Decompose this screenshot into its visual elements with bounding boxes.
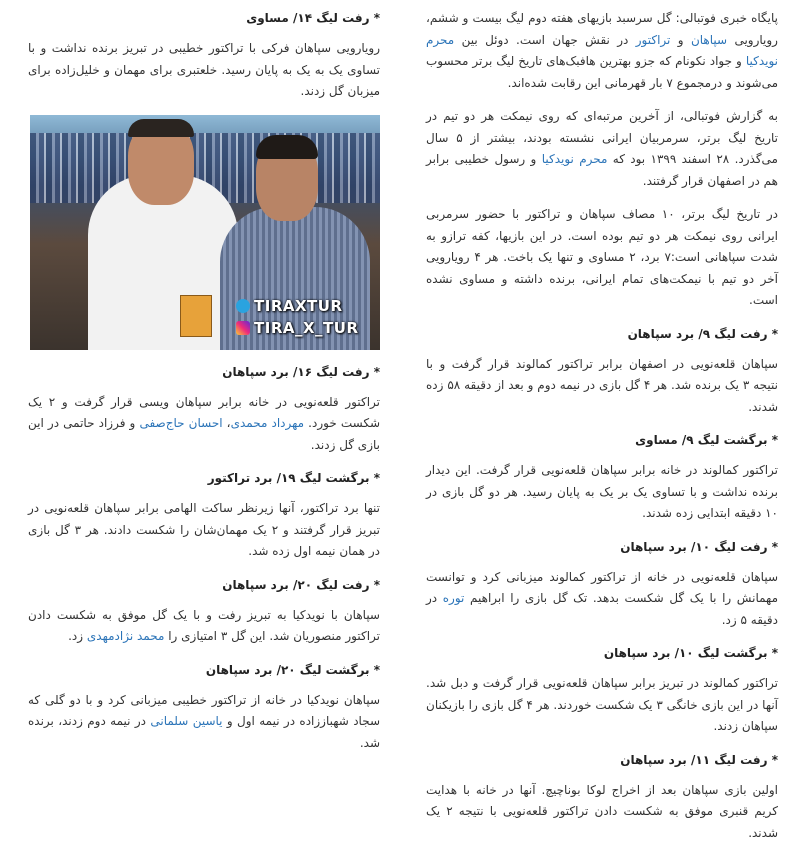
article-paragraph [426,106,778,192]
article-left-column [28,8,380,766]
paragraph-text: تراکتور قلعه‌نویی در خانه برابر سپاهان ویسی قرار گرفت و ۲ یک شکست خورد. [28,394,381,430]
paragraph-text: در نیمه دوم زدند، برنده شد. [28,714,380,750]
inline-tag-link[interactable]: محرم نویدکیا [426,32,778,68]
article-paragraph [28,392,380,457]
article-paragraph [426,204,778,312]
paragraph-text: ، [222,416,231,430]
paragraph-text: و رسول خطیبی برابر هم در اصفهان قرار گرفتند. [426,152,778,188]
article-paragraph [426,8,778,94]
paragraph-text: به گزارش فوتبالی، از آخرین مرتبه‌ای که روی نیمکت هر دو تیم در تاریخ لیگ برتر، سرمربیان ایرانی نشسته بودند، بیشتر از ۵ سال می‌گذرد. ۲۸ اسفند ۱۳۹۹ بود که [426,109,778,166]
paragraph-text: پایگاه خبری فوتبالی: گل سرسبد بازیهای هفته دوم لیگ بیست و ششم، رویارویی [426,11,778,47]
inline-tag-link[interactable]: تراکتور [635,32,671,47]
article-paragraph [28,690,380,755]
section-heading: * رفت لیگ ۱۰/ برد سپاهان [620,539,778,554]
paragraph-text: و فرزاد حاتمی در این بازی گل زدند. [28,416,380,452]
article-right-column [426,8,778,856]
section-heading: * رفت لیگ ۲۰/ برد سپاهان [222,577,380,592]
article-paragraph [426,567,778,632]
paragraph-text: تنها برد تراکتور، آنها زیرنظر ساکت الهامی برابر سپاهان قلعه‌نویی در تبریز قرار گرفتند و ۲ یک مهمان‌شان را شکست دادند. هر ۳ گل بازی در همان نیمه اول زده شد. [28,501,380,558]
section-heading: * برگشت لیگ ۹/ مساوی [635,433,778,447]
section-heading: * برگشت لیگ ۲۰/ برد سپاهان [205,662,380,677]
coach-right-hair [256,135,318,159]
left-column-top [28,8,380,103]
paragraph-text: سپاهان قلعه‌نویی در خانه از تراکتور کمالوند میزبانی کرد و توانست مهمانش را با یک گل شکست بدهد. تک گل بازی را ابراهیم [426,569,779,605]
article-paragraph [426,354,778,419]
paragraph-text: در دقیقه ۵ زد. [426,591,778,627]
paragraph-text: در نقش جهان است. دوئل بین [454,32,636,47]
left-column-bottom [28,362,380,755]
accreditation-badge [180,295,212,337]
inline-tag-link[interactable]: مهرداد محمدی [230,416,305,430]
section-heading: * رفت لیگ ۱۶/ برد سپاهان [222,364,380,379]
article-paragraph [426,460,778,525]
paragraph-text: اولین بازی سپاهان بعد از اخراج لوکا بوناچیچ. آنها در خانه با هدایت کریم قنبری موفق به شکست دادن تراکتور قلعه‌نویی با نتیجه ۲ یک شدند. [426,782,778,840]
article-paragraph [426,673,778,738]
paragraph-text: سپاهان قلعه‌نویی در اصفهان برابر تراکتور کمالوند قرار گرفت و با نتیجه ۳ یک برنده شد. هر ۴ گل بازی در نیمه دوم و بعد از دقیقه ۵۸ زده شدند. [426,356,778,414]
section-heading: * برگشت لیگ ۱۹/ برد تراکتور [207,471,380,485]
article-paragraph [426,780,778,845]
section-heading: * رفت لیگ ۱۱/ برد سپاهان [620,752,778,767]
paragraph-text: سپاهان با نویدکیا به تبریز رفت و با یک گل موفق به شکست دادن تراکتور منصوریان شد. این گل ۳ امتیازی را [28,607,380,643]
paragraph-text: زد. [68,629,87,643]
paragraph-text: و [670,32,691,47]
telegram-icon [236,299,250,313]
watermark-text-2: TIRA_X_TUR [254,318,359,337]
inline-tag-link[interactable]: محمد نژادمهدی [86,629,165,643]
paragraph-text: رویارویی سپاهان فرکی با تراکتور خطیبی در تبریز برنده نداشت و با تساوی یک به یک به پایان رسید. خلعتبری برای مهمان و خلیل‌زاده برای میزبان گل زدند. [28,41,380,98]
article-paragraph [28,498,380,563]
coach-left-hair [128,119,194,137]
instagram-icon [236,321,250,335]
watermark-text-1: TIRAXTUR [254,296,343,315]
paragraph-text: سپاهان نویدکیا در خانه از تراکتور خطیبی میزبانی کرد و با دو گلی که سجاد شهباززاده در نیمه اول و [28,692,380,728]
inline-tag-link[interactable]: توره [442,591,465,605]
inline-tag-link[interactable]: احسان حاج‌صفی [139,416,223,430]
instagram-watermark [236,319,359,337]
paragraph-text: تراکتور کمالوند در تبریز برابر سپاهان قلعه‌نویی قرار گرفت و دبل شد. آنها در این بازی خانگی ۳ یک شکست خوردند. هر ۴ گل بازی را بازیکنان سپاهان زدند. [426,676,779,733]
telegram-watermark [236,297,343,315]
paragraph-text: در تاریخ لیگ برتر، ۱۰ مصاف سپاهان و تراکتور با حضور سرمربی ایرانی روی نیمکت هر دو تیم بوده است. در این بازیها، کفه ترازو به شدت سپاهانی است:۷ برد، ۲ مساوی و تنها یک باخت. هر ۴ رویارویی آخر دو تیم با نیمکت‌های تمام ایرانی، برنده داشته و مساوی نشده است. [426,207,778,307]
paragraph-text: و جواد نکونام که جزو بهترین هافبک‌های تاریخ لیگ برتر محسوب می‌شوند و درمجموع ۷ بار قهرمانی این رقابت شده‌اند. [426,54,778,90]
section-heading: * رفت لیگ ۹/ برد سپاهان [627,326,778,341]
coaches-photo [30,115,380,350]
paragraph-text: تراکتور کمالوند در خانه برابر سپاهان قلعه‌نویی قرار گرفت. این دیدار برنده نداشت و با تساوی یک بر یک به پایان رسید. هر دو گل بازی در ۱۰ دقیقه ابتدایی زده شدند. [426,463,778,520]
inline-tag-link[interactable]: یاسین سلمانی [150,714,223,728]
article-paragraph [28,605,380,648]
article-paragraph [28,38,380,103]
inline-tag-link[interactable]: سپاهان [690,32,728,47]
inline-tag-link[interactable]: محرم نویدکیا [541,152,608,166]
section-heading: * برگشت لیگ ۱۰/ برد سپاهان [603,646,778,660]
section-heading: * رفت لیگ ۱۴/ مساوی [246,11,380,25]
